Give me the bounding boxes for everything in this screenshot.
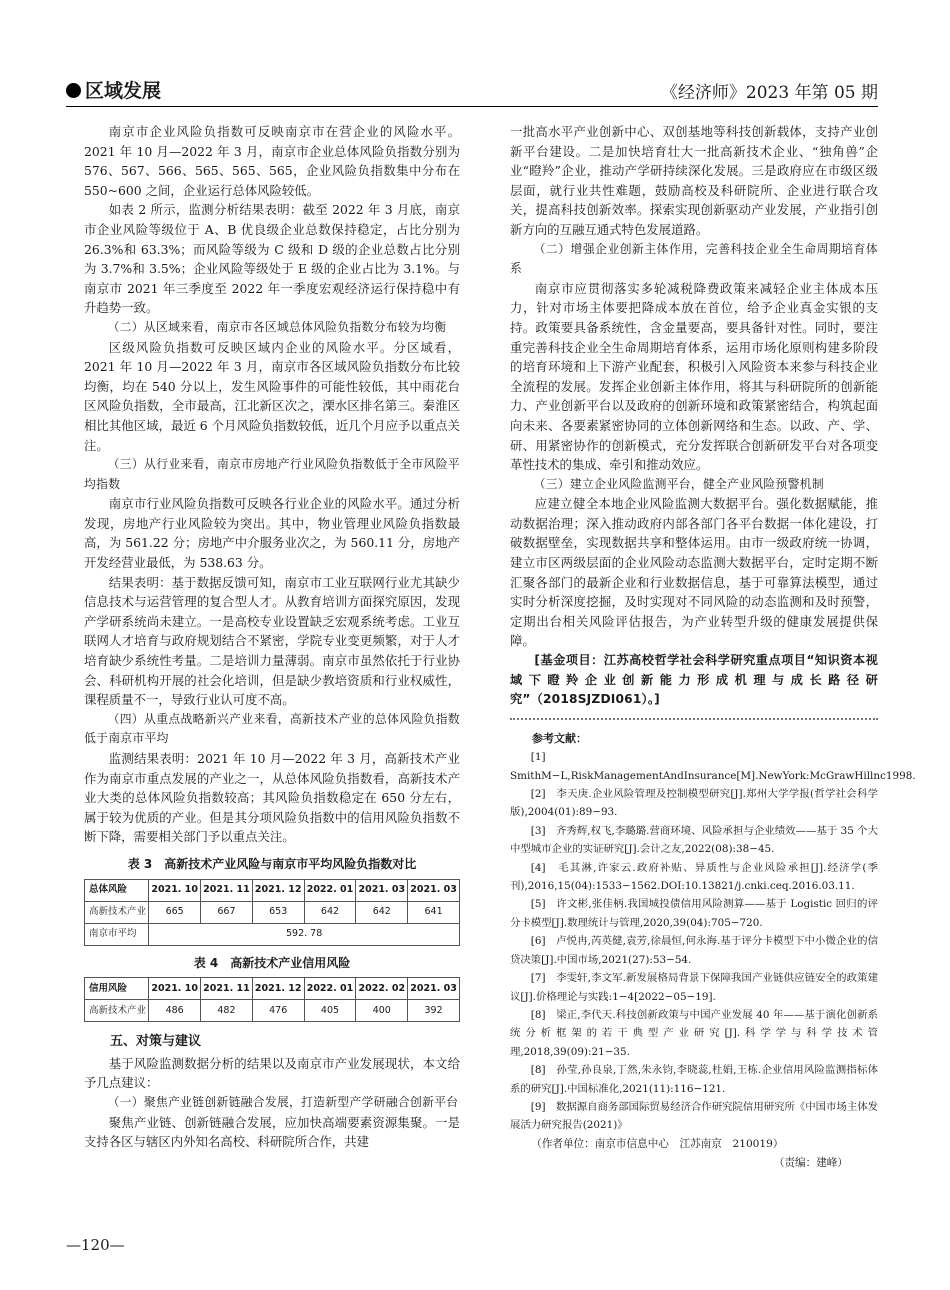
- reference-item: [5] 许文彬,张佳柄.我国城投债信用风险测算——基于 Logistic 回归的评分卡模型[J].数理统计与管理,2020,39(04):705−720.: [510, 898, 878, 929]
- paragraph: 南京市应贯彻落实多轮减税降费政策来减轻企业主体成本压力，针对市场主体要把降成本放在首位，给予企业真金实银的支持。政策要具备系统性，含金量要高，要具备针对性。同时，要注重完善科技企业全生命周期培育体系，运用市场化原则构建多阶段的培育环境和上下游产业配套，积极引入风险资本来参与科技企业全流程的发展。发挥企业创新主体作用，将其与科研院所的创新能力、产业创新平台以及政府的创新环境和政策紧密结合，构筑起面向未来、各要素紧密协同的立体创新网络和生态。以政、产、学、研、用紧密协作的创新模式，充分发挥联合创新研发平台对各项变革性技术的集成、牵引和推动效应。: [510, 280, 878, 473]
- table-row: 南京市平均 592. 78: [85, 923, 460, 945]
- journal-title: 《经济师》2023 年第 05 期: [660, 83, 878, 103]
- paragraph: 南京市企业风险负指数可反映南京市在营企业的风险水平。2021 年 10 月—2022 年 3 月，南京市企业总体风险负指数分别为 576、567、566、565、565、565，企业风险负指数集中分布在 550~600 之间，企业运行总体风险较低。: [84, 124, 460, 198]
- paragraph: 监测结果表明：2021 年 10 月—2022 年 3 月，高新技术产业作为南京市重点发展的产业之一，从总体风险负指数看，高新技术产业大类的总体风险负指数较高；其风险负指数稳定在 650 分左右，属于较为优质的产业。但是其分项风险负指数中的信用风险负指数不断下降，需要相关部门予以重点关注。: [84, 751, 460, 845]
- subheading: （二）增强企业创新主体作用，完善科技企业全生命周期培育体系: [510, 241, 878, 276]
- reference-item: [8] 孙莹,孙良泉,丁然,朱永钧,李晓蕊,杜娟,王栋.企业信用风险监测指标体系的研究[J].中国标准化,2021(11):116−121.: [510, 1064, 878, 1095]
- references-title: 参考文献：: [532, 731, 587, 745]
- paragraph: 南京市行业风险负指数可反映各行业企业的风险水平。通过分析发现，房地产行业风险较为突出。其中，物业管理业风险负指数最高，为 561.22 分；房地产中介服务业次之，为 560.11 分，房地产开发经营业最低，为 538.63 分。: [84, 496, 460, 571]
- table-row: 高新技术产业 486 482 476 405 400 392: [85, 1000, 460, 1022]
- reference-item: [6] 卢悦冉,芮英健,袁芳,徐晨恒,何永海.基于评分卡模型下中小微企业的信贷决策[J].中国市场,2021(27):53−54.: [510, 935, 878, 966]
- reference-item: [4] 毛其淋,许家云.政府补贴、异质性与企业风险承担[J].经济学(季刊),2016,15(04):1533−1562.DOI:10.13821/j.cnki.ceq.2016.03.11.: [510, 861, 878, 893]
- subheading: （二）从区域来看，南京市各区域总体风险负指数分布较为均衡: [107, 319, 447, 334]
- reference-item: [2] 李天庚.企业风险管理及控制模型研究[J].郑州大学学报(哲学社会科学版),2004(01):89−93.: [510, 788, 878, 819]
- paragraph: 应建立健全本地企业风险监测大数据平台。强化数据赋能，推动数据治理；深入推动政府内部各部门各平台数据一体化建设，打破数据壁垒，实现数据共享和整体运用。由市一级政府统一协调，建立市区两级层面的企业风险动态监测大数据平台，定时定期不断汇聚各部门的最新企业和行业数据信息，基于可靠算法模型，通过实时分析深度挖掘，及时实现对不同风险的动态监测和及时预警，定期出台相关风险评估报告，为产业转型升级的健康发展提供保障。: [510, 496, 878, 649]
- subheading: （一）聚焦产业链创新链融合发展，打造新型产学研融合创新平台: [107, 1094, 459, 1109]
- table3: [84, 879, 460, 946]
- fund-note: [基金项目：江苏高校哲学社会科学研究重点项目“知识资本视域下瞪羚企业创新能力形成机理与成长路径研究”（2018SJZDI061）。]: [510, 653, 878, 707]
- editor-note: （责编：建峰）: [773, 1157, 848, 1170]
- paragraph: 一批高水平产业创新中心、双创基地等科技创新载体，支持产业创新平台建设。二是加快培育壮大一批高新技术企业、“独角兽”企业“瞪羚”企业，推动产学研持续深化发展。三是政府应在市级区级层面，就行业共性难题，鼓励高校及科研院所、企业进行联合攻关，提高科技创新效率。探索实现创新驱动产业发展，产业指引创新方向的互融互通式特色发展道路。: [510, 124, 878, 237]
- reference-item: [9] 数据源自商务部国际贸易经济合作研究院信用研究所《中国市场主体发展活力研究报告(2021)》: [510, 1100, 879, 1132]
- reference-item: [7] 李雯轩,李文军.新发展格局背景下保障我国产业链供应链安全的政策建议[J].价格理论与实践:1−4[2022−05−19].: [510, 972, 878, 1003]
- reference-item: [8] 梁正,李代天.科技创新政策与中国产业发展 40 年——基于演化创新系统分析框架的若干典型产业研究[J].科学学与科学技术管理,2018,39(09):21−35.: [510, 1008, 878, 1058]
- section-title: 区域发展: [66, 76, 161, 103]
- paragraph: 如表 2 所示，监测分析结果表明：截至 2022 年 3 月底，南京市企业风险等级位于 A、B 优良级企业总数保持稳定，占比分别为 26.3%和 63.3%；而风险等级为 C 级和 D 级的企业总数占比分别为 3.7%和 3.5%；企业风险等级处于 E 级的企业占比为 3.1%。与南京市 2021 年三季度至 2022 年一季度宏观经济运行保持稳中有升趋势一致。: [84, 202, 460, 316]
- page-header: [66, 66, 878, 107]
- section-heading: 五、对策与建议: [110, 1034, 202, 1050]
- paragraph: 区级风险负指数可反映区域内企业的风险水平。分区域看，2021 年 10 月—2022 年 3 月，南京市各区域风险负指数分布比较均衡，均在 540 分以上，发生风险事件的可能性较低，其中雨花台区风险负指数，全市最高，江北新区次之，溧水区排名第三。秦淮区相比其他区域，最近 6 个月风险负指数较低，近几个月应予以重点关注。: [84, 339, 460, 453]
- paragraph: 聚焦产业链、创新链融合发展，应加快高端要素资源集聚。一是支持各区与辖区内外知名高校、科研院所合作，共建: [84, 1114, 460, 1150]
- references: [510, 730, 916, 1135]
- table4-caption: 表 4 高新技术产业信用风险: [193, 955, 351, 970]
- right-column: [510, 122, 916, 1174]
- table-row: 高新技术产业 665 667 653 642 642 641: [85, 901, 460, 923]
- table4: [84, 977, 460, 1022]
- subheading: （四）从重点战略新兴产业来看，高新技术产业的总体风险负指数低于南京市平均: [84, 711, 460, 746]
- table3-caption: 表 3 高新技术产业风险与南京市平均风险负指数对比: [127, 856, 417, 871]
- reference-item: [1] SmithM−L,RiskManagementAndInsurance[M].NewYork:McGrawHillnc1998.: [510, 751, 916, 782]
- divider: [510, 718, 878, 720]
- table-header-row: 总体风险 2021. 10 2021. 11 2021. 12 2022. 01 2021. 03 2021. 03: [85, 879, 460, 901]
- subheading: （三）从行业来看，南京市房地产行业风险负指数低于全市风险平均指数: [84, 457, 460, 491]
- page-number: —120—: [66, 1236, 125, 1254]
- table-header-row: 信用风险 2021. 10 2021. 11 2021. 12 2022. 01 2022. 02 2021. 03: [85, 978, 460, 1000]
- left-column: [84, 122, 460, 1152]
- reference-item: [3] 齐秀辉,权飞,李璐璐.营商环境、风险承担与企业绩效——基于 35 个大中型城市企业的实证研究[J].会计之友,2022(08):38−45.: [510, 824, 878, 856]
- bullet-dot-icon: [66, 83, 81, 98]
- paragraph: 基于风险监测数据分析的结果以及南京市产业发展现状，本文给予几点建议：: [84, 1055, 460, 1091]
- paragraph: 结果表明：基于数据反馈可知，南京市工业互联网行业尤其缺少信息技术与运营管理的复合型人才。从教育培训方面探究原因，发现产学研系统尚未建立。一是高校专业设置缺乏宏观系统考虑。工业互联网人才培育与政府规划结合不紧密，学院专业变更频繁，对于人才培育缺少系统性考量。二是培训力量薄弱。南京市虽然依托于行业协会、科研机构开展的社会化培训，但是缺少教培资质和行业权威性，课程质量不一，导致行业认可度不高。: [84, 574, 460, 708]
- author-unit: （作者单位：南京市信息中心 江苏南京 210019）: [531, 1137, 784, 1150]
- subheading: （三）建立企业风险监测平台，健全产业风险预警机制: [533, 476, 824, 491]
